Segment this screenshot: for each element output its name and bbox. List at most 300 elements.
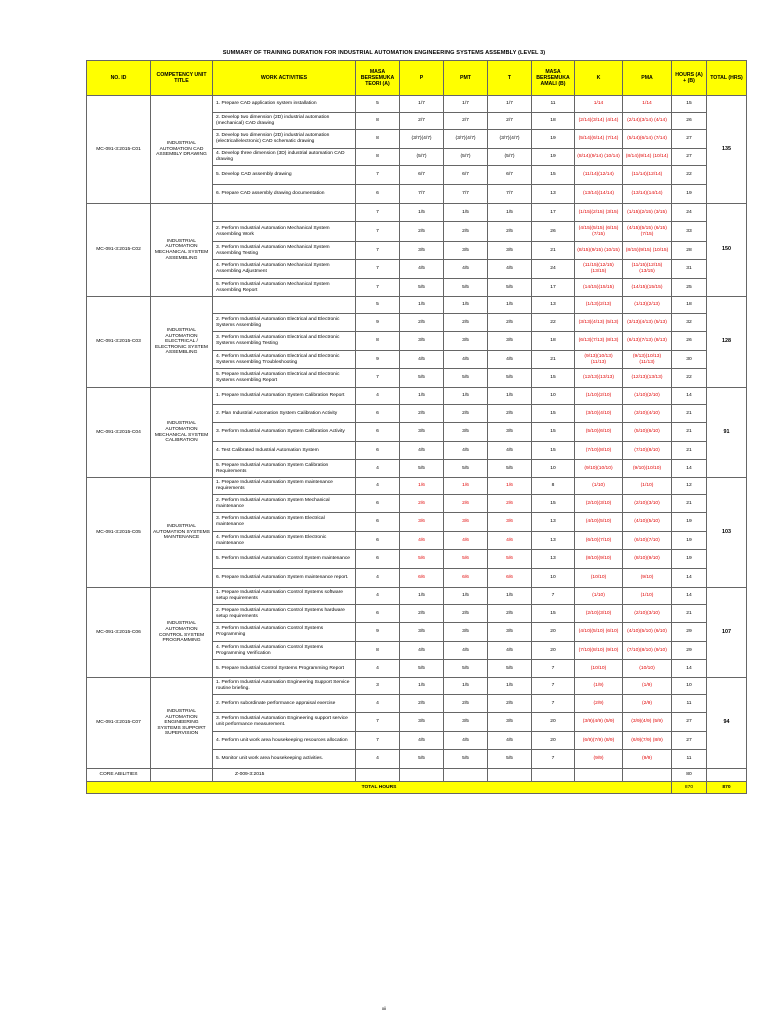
cell-k: (2/9) — [575, 695, 623, 713]
cell-k: (9/9) — [575, 750, 623, 769]
table-row — [87, 96, 747, 113]
document-title: SUMMARY OF TRAINING DURATION FOR INDUSTRIAL AUTOMATION ENGINEERING SYSTEMS ASSEMBLY (LEVEL 3) — [222, 50, 546, 56]
unit-id: MC-091-3:2015-C06 — [87, 588, 151, 678]
header-p: P — [400, 61, 444, 96]
work-activity: 2. Perform Industrial Automation Mechanical System Assembling Work — [213, 222, 356, 242]
cell-a: 3 — [356, 678, 400, 695]
cell-p: 2/5 — [400, 314, 444, 332]
cell-p: 4/5 — [400, 442, 444, 460]
cell-h: 19 — [672, 532, 707, 550]
cell-k: (11/15)(12/15) (13/15) — [575, 260, 623, 279]
cell-pmt: 3/6 — [444, 513, 488, 532]
cell-h: 30 — [672, 351, 707, 369]
work-activity: 1. Prepare CAD application system installation — [213, 96, 356, 113]
work-activity: 3. Perform Industrial Automation Control Systems Programming — [213, 623, 356, 642]
cell-a: 6 — [356, 495, 400, 513]
cell-pma: (3/10)(4/10) — [623, 405, 672, 423]
cell-b: 11 — [532, 96, 575, 113]
cell-k: (8/10)(9/10) — [575, 550, 623, 569]
unit-title: INDUSTRIAL AUTOMATION ENGINEERING SYSTEMS SUPPORT SUPERVISION — [151, 678, 213, 769]
cell-p: 5/5 — [400, 460, 444, 478]
cell-k: (4/10)(5/10) — [575, 513, 623, 532]
cell-h: 29 — [672, 642, 707, 660]
cell-b: 20 — [532, 732, 575, 750]
cell-t: 1/6 — [488, 478, 532, 495]
cell-a: 8 — [356, 149, 400, 166]
cell-a: 6 — [356, 605, 400, 623]
cell-a: 7 — [356, 222, 400, 242]
cell-pmt: 1/7 — [444, 96, 488, 113]
cell-a: 7 — [356, 166, 400, 185]
cell-t: 2/5 — [488, 222, 532, 242]
cell-k: (5/14)(6/14) (7/14) — [575, 130, 623, 149]
cell-t: 6/7 — [488, 166, 532, 185]
cell-a: 8 — [356, 642, 400, 660]
cell-k: (1/15)(2/15) (3/15) — [575, 204, 623, 222]
cell-b: 18 — [532, 332, 575, 351]
cell-p: 6/6 — [400, 569, 444, 588]
header-pmt: PMT — [444, 61, 488, 96]
total-hours-row — [87, 782, 747, 794]
cell-b: 20 — [532, 642, 575, 660]
unit-total: 103 — [707, 478, 747, 588]
cell-pma: (7/10)(8/10) (9/10) — [623, 642, 672, 660]
cell-t: 7/7 — [488, 185, 532, 204]
cell-p: (5/7) — [400, 149, 444, 166]
cell-p: 1/6 — [400, 478, 444, 495]
cell-pma: (2/10)(3/10) — [623, 605, 672, 623]
unit-total: 107 — [707, 588, 747, 678]
cell-t: 4/5 — [488, 732, 532, 750]
cell-t: 2/6 — [488, 495, 532, 513]
cell-pma: (11/15)(12/15) (13/15) — [623, 260, 672, 279]
header-hours: HOURS (A) + (B) — [672, 61, 707, 96]
cell-pmt: 5/5 — [444, 660, 488, 678]
cell-h: 14 — [672, 660, 707, 678]
cell-a: 4 — [356, 388, 400, 405]
cell-b: 7 — [532, 588, 575, 605]
cell-h: 29 — [672, 623, 707, 642]
cell-pmt: 1/5 — [444, 388, 488, 405]
cell-pma: (4/15)(5/15) (6/15)(7/15) — [623, 222, 672, 242]
cell-h: 25 — [672, 279, 707, 297]
cell-h: 26 — [672, 332, 707, 351]
cell-t: 3/5 — [488, 242, 532, 260]
cell-p: 4/6 — [400, 532, 444, 550]
cell-b: 15 — [532, 166, 575, 185]
cell-pmt: 6/6 — [444, 569, 488, 588]
cell-t: 3/5 — [488, 623, 532, 642]
cell-h: 31 — [672, 260, 707, 279]
work-activity: 2. Develop two dimension (2D) industrial automation (mechanical) CAD drawing — [213, 113, 356, 130]
cell-a: 6 — [356, 442, 400, 460]
unit-id: MC-091-3:2015-C03 — [87, 297, 151, 388]
work-activity: 6. Prepare CAD assembly drawing documentation — [213, 185, 356, 204]
table-row — [87, 388, 747, 405]
cell-h: 26 — [672, 113, 707, 130]
cell-pma: (3/9)(4/9) (5/9) — [623, 713, 672, 732]
cell-h: 11 — [672, 750, 707, 769]
work-activity: 5. Perform Industrial Automation Control System maintenance — [213, 550, 356, 569]
cell-pma: (2/9) — [623, 695, 672, 713]
cell-h: 28 — [672, 242, 707, 260]
cell-pma: (14/15)(15/15) — [623, 279, 672, 297]
work-activity: 4. Develop three dimension (3D) industrial automation CAD drawing — [213, 149, 356, 166]
cell-h: 21 — [672, 405, 707, 423]
cell-a: 4 — [356, 750, 400, 769]
cell-pmt: 4/5 — [444, 442, 488, 460]
cell-a: 9 — [356, 623, 400, 642]
cell-p: 5/5 — [400, 660, 444, 678]
unit-title: INDUSTRIAL AUTOMATION CAD ASSEMBLY DRAWING — [151, 96, 213, 204]
cell-k: (6/13)(7/13) (8/13) — [575, 332, 623, 351]
unit-title: INDUSTRIAL AUTOMATION SYSTEMS MAINTENANCE — [151, 478, 213, 588]
cell-t: 2/5 — [488, 405, 532, 423]
cell-b: 15 — [532, 405, 575, 423]
cell-a: 7 — [356, 242, 400, 260]
cell-k: (11/14)(12/14) — [575, 166, 623, 185]
cell-pmt: 5/5 — [444, 369, 488, 388]
cell-p: 1/5 — [400, 388, 444, 405]
cell-a: 8 — [356, 113, 400, 130]
cell-t: 5/5 — [488, 460, 532, 478]
cell-pma: (2/14)(3/14) (4/14) — [623, 113, 672, 130]
cell-b: 13 — [532, 532, 575, 550]
cell-a: 4 — [356, 569, 400, 588]
core-abilities-label: CORE ABILITIES — [87, 769, 151, 782]
cell-pma: (9/10) — [623, 569, 672, 588]
cell-h: 12 — [672, 478, 707, 495]
cell-pma: (1/13)(2/13) — [623, 297, 672, 314]
cell-k: (13/14)(14/14) — [575, 185, 623, 204]
cell-h: 11 — [672, 695, 707, 713]
cell-b: 13 — [532, 550, 575, 569]
cell-b: 13 — [532, 297, 575, 314]
empty-cell — [488, 769, 532, 782]
cell-a: 6 — [356, 532, 400, 550]
header-total: TOTAL (HRS) — [707, 61, 747, 96]
cell-t: 1/5 — [488, 588, 532, 605]
cell-k: (3/10)(4/10) — [575, 405, 623, 423]
header-k: K — [575, 61, 623, 96]
cell-p: 2/6 — [400, 495, 444, 513]
cell-pma: (9/9) — [623, 750, 672, 769]
empty-cell — [400, 769, 444, 782]
cell-p: 4/5 — [400, 351, 444, 369]
cell-h: 21 — [672, 423, 707, 442]
cell-pmt: 2/5 — [444, 695, 488, 713]
cell-a: 4 — [356, 660, 400, 678]
cell-pma: (12/13)(13/13) — [623, 369, 672, 388]
cell-p: 5/5 — [400, 279, 444, 297]
cell-a: 6 — [356, 185, 400, 204]
unit-id: MC-091-3:2015-C05 — [87, 478, 151, 588]
header-t: T — [488, 61, 532, 96]
unit-id: MC-091-3:2015-C07 — [87, 678, 151, 769]
empty-cell — [575, 769, 623, 782]
cell-pma: (1/10) — [623, 478, 672, 495]
table-row — [87, 204, 747, 222]
work-activity: 4. Perform Industrial Automation Electrical and Electronic Systems Assembling Troubleshooting — [213, 351, 356, 369]
cell-a: 8 — [356, 130, 400, 149]
cell-p: 1/7 — [400, 96, 444, 113]
cell-p: 1/5 — [400, 588, 444, 605]
work-activity — [213, 204, 356, 222]
cell-k: (5/10)(6/10) — [575, 423, 623, 442]
empty-cell — [707, 769, 747, 782]
cell-p: 5/5 — [400, 750, 444, 769]
work-activity: 2. Perform Industrial Automation System Mechanical maintenance — [213, 495, 356, 513]
cell-b: 7 — [532, 678, 575, 695]
cell-pma: 1/14 — [623, 96, 672, 113]
work-activity: 5. Prepare Industrial Control Systems Programming Report — [213, 660, 356, 678]
cell-p: 3/5 — [400, 332, 444, 351]
cell-p: 4/5 — [400, 642, 444, 660]
cell-k: (3/13)(4/13) (5/13) — [575, 314, 623, 332]
cell-t: 4/5 — [488, 442, 532, 460]
cell-t: 4/6 — [488, 532, 532, 550]
cell-h: 14 — [672, 569, 707, 588]
cell-a: 6 — [356, 423, 400, 442]
work-activity: 3. Perform Industrial Automation System Electrical maintenance — [213, 513, 356, 532]
cell-k: (3/9)(4/9) (5/9) — [575, 713, 623, 732]
work-activity: 5. Monitor unit work area housekeeping activities. — [213, 750, 356, 769]
cell-p: 3/5 — [400, 623, 444, 642]
cell-pmt: 1/5 — [444, 297, 488, 314]
cell-t: 3/6 — [488, 513, 532, 532]
cell-h: 14 — [672, 588, 707, 605]
cell-b: 21 — [532, 242, 575, 260]
cell-pma: (7/10)(8/10) — [623, 442, 672, 460]
cell-pma: (4/10)(5/10) — [623, 513, 672, 532]
work-activity: 4. Test Calibrated Industrial Automation System — [213, 442, 356, 460]
header-cu-title: COMPETENCY UNIT TITLE — [151, 61, 213, 96]
core-abilities-code: Z-009-3:2015 — [213, 769, 356, 782]
cell-pmt: 2/6 — [444, 495, 488, 513]
total-hours-label: TOTAL HOURS — [87, 782, 672, 794]
cell-b: 20 — [532, 713, 575, 732]
cell-b: 7 — [532, 660, 575, 678]
cell-k: (9/13)(10/13) (11/13) — [575, 351, 623, 369]
cell-h: 24 — [672, 204, 707, 222]
cell-pmt: 4/6 — [444, 532, 488, 550]
header-work-activities: WORK ACTIVITIES — [213, 61, 356, 96]
cell-pma: (11/14)(12/14) — [623, 166, 672, 185]
cell-b: 15 — [532, 442, 575, 460]
empty-cell — [532, 769, 575, 782]
cell-k: (2/10)(3/10) — [575, 495, 623, 513]
cell-t: 2/5 — [488, 605, 532, 623]
cell-pma: (1/10)(2/10) — [623, 388, 672, 405]
cell-a: 4 — [356, 478, 400, 495]
cell-p: 1/5 — [400, 297, 444, 314]
cell-a: 7 — [356, 713, 400, 732]
header-no-id: NO. ID — [87, 61, 151, 96]
cell-a: 9 — [356, 351, 400, 369]
cell-p: 2/7 — [400, 113, 444, 130]
cell-t: 5/5 — [488, 279, 532, 297]
cell-pma: (6/10)(7/10) — [623, 532, 672, 550]
cell-h: 22 — [672, 166, 707, 185]
cell-p: 3/5 — [400, 242, 444, 260]
cell-t: 1/5 — [488, 204, 532, 222]
cell-b: 7 — [532, 695, 575, 713]
cell-b: 7 — [532, 750, 575, 769]
cell-t: 2/5 — [488, 695, 532, 713]
empty-cell — [444, 769, 488, 782]
cell-h: 18 — [672, 297, 707, 314]
cell-pma: (9/13)(10/13) (11/13) — [623, 351, 672, 369]
cell-t: 1/7 — [488, 96, 532, 113]
cell-k: (2/10)(3/10) — [575, 605, 623, 623]
cell-pma: (1/15)(2/15) (3/15) — [623, 204, 672, 222]
cell-p: 6/7 — [400, 166, 444, 185]
cell-pma: (5/14)(6/14) (7/14) — [623, 130, 672, 149]
cell-pmt: 1/5 — [444, 678, 488, 695]
cell-b: 13 — [532, 513, 575, 532]
unit-total: 128 — [707, 297, 747, 388]
cell-b: 19 — [532, 149, 575, 166]
cell-pmt: 4/5 — [444, 351, 488, 369]
cell-a: 5 — [356, 96, 400, 113]
cell-b: 22 — [532, 314, 575, 332]
cell-a: 7 — [356, 204, 400, 222]
cell-h: 19 — [672, 185, 707, 204]
cell-h: 19 — [672, 513, 707, 532]
cell-pmt: 5/6 — [444, 550, 488, 569]
unit-title: INDUSTRIAL AUTOMATION MECHANICAL SYSTEM CALIBRATION — [151, 388, 213, 478]
cell-b: 15 — [532, 369, 575, 388]
work-activity: 2. Plan Industrial Automation System Calibration Activity — [213, 405, 356, 423]
work-activity: 2. Perform Industrial Automation Electrical and Electronic Systems Assembling — [213, 314, 356, 332]
cell-pmt: 4/5 — [444, 260, 488, 279]
cell-b: 15 — [532, 495, 575, 513]
cell-a: 9 — [356, 314, 400, 332]
cell-p: 2/5 — [400, 605, 444, 623]
cell-k: (4/10)(5/10) (6/10) — [575, 623, 623, 642]
unit-title: INDUSTRIAL AUTOMATION CONTROL SYSTEM PROGRAMMING — [151, 588, 213, 678]
cell-pmt: 1/5 — [444, 204, 488, 222]
header-pma: PMA — [623, 61, 672, 96]
cell-t: 5/5 — [488, 369, 532, 388]
cell-b: 26 — [532, 222, 575, 242]
cell-p: 2/5 — [400, 222, 444, 242]
work-activity: 6. Prepare Industrial Automation System maintenance report. — [213, 569, 356, 588]
cell-b: 15 — [532, 605, 575, 623]
work-activity — [213, 297, 356, 314]
cell-p: 2/5 — [400, 695, 444, 713]
cell-a: 6 — [356, 405, 400, 423]
cell-a: 6 — [356, 550, 400, 569]
cell-h: 33 — [672, 222, 707, 242]
empty-cell — [356, 769, 400, 782]
work-activity: 1. Prepare Industrial Automation System Calibration Report — [213, 388, 356, 405]
cell-a: 6 — [356, 513, 400, 532]
cell-pmt: 2/7 — [444, 113, 488, 130]
cell-pma: (5/10)(6/10) — [623, 423, 672, 442]
cell-pmt: 3/5 — [444, 423, 488, 442]
work-activity: 1. Prepare Industrial Automation System maintenance requirements — [213, 478, 356, 495]
cell-t: 3/5 — [488, 332, 532, 351]
work-activity: 5. Prepare Industrial Automation Electrical and Electronic Systems Assembling Report — [213, 369, 356, 388]
work-activity: 5. Perform Industrial Automation Mechanical System Assembling Report — [213, 279, 356, 297]
cell-t: 2/7 — [488, 113, 532, 130]
table-row — [87, 297, 747, 314]
cell-a: 7 — [356, 369, 400, 388]
cell-h: 14 — [672, 460, 707, 478]
cell-t: (5/7) — [488, 149, 532, 166]
work-activity: 3. Perform Industrial Automation Electrical and Electronic Systems Assembling Testing — [213, 332, 356, 351]
core-abilities-title-cell — [151, 769, 213, 782]
cell-pmt: 5/5 — [444, 750, 488, 769]
unit-total: 135 — [707, 96, 747, 204]
cell-a: 5 — [356, 297, 400, 314]
cell-k: (12/13)(13/13) — [575, 369, 623, 388]
cell-pmt: 2/5 — [444, 605, 488, 623]
cell-k: (1/13)(2/13) — [575, 297, 623, 314]
table-row — [87, 478, 747, 495]
cell-k: (6/9)(7/9) (8/9) — [575, 732, 623, 750]
cell-k: (1/9) — [575, 678, 623, 695]
cell-k: (1/10) — [575, 478, 623, 495]
cell-b: 20 — [532, 623, 575, 642]
cell-pmt: 3/5 — [444, 242, 488, 260]
cell-pma: (9/10)(10/10) — [623, 460, 672, 478]
cell-h: 27 — [672, 732, 707, 750]
cell-b: 18 — [532, 113, 575, 130]
work-activity: 2. Perform subordinate performance appraisal exercise — [213, 695, 356, 713]
grand-total-value: 870 — [707, 782, 747, 794]
work-activity: 5. Prepare Industrial Automation System Calibration Requirements — [213, 460, 356, 478]
cell-pmt: 5/5 — [444, 460, 488, 478]
cell-pmt: 2/5 — [444, 314, 488, 332]
cell-k: 1/14 — [575, 96, 623, 113]
cell-p: 5/5 — [400, 369, 444, 388]
table-row — [87, 588, 747, 605]
work-activity: 3. Perform Industrial Automation System Calibration Activity — [213, 423, 356, 442]
cell-a: 4 — [356, 588, 400, 605]
work-activity: 3. Perform Industrial Automation Engineering support service unit performance measurement. — [213, 713, 356, 732]
table-row — [87, 678, 747, 695]
cell-k: (4/15)(5/15) (6/15)(7/15) — [575, 222, 623, 242]
work-activity: 4. Perform Industrial Automation System Electronic maintenance — [213, 532, 356, 550]
cell-pmt: 4/5 — [444, 642, 488, 660]
core-abilities-row — [87, 769, 747, 782]
cell-b: 21 — [532, 351, 575, 369]
cell-pmt: (3/7)(4/7) — [444, 130, 488, 149]
cell-p: 3/6 — [400, 513, 444, 532]
work-activity: 5. Develop CAD assembly drawing — [213, 166, 356, 185]
cell-a: 4 — [356, 695, 400, 713]
cell-p: 2/5 — [400, 405, 444, 423]
cell-p: 1/5 — [400, 204, 444, 222]
cell-k: (7/10)(8/10) (9/10) — [575, 642, 623, 660]
cell-t: 5/5 — [488, 750, 532, 769]
cell-k: (8/15)(9/15) (10/15) — [575, 242, 623, 260]
cell-t: 4/5 — [488, 260, 532, 279]
work-activity: 2. Prepare Industrial Automation Control Systems hardware setup requirements — [213, 605, 356, 623]
cell-pma: (6/13)(7/13) (8/13) — [623, 332, 672, 351]
cell-pmt: 3/5 — [444, 623, 488, 642]
cell-a: 4 — [356, 460, 400, 478]
work-activity: 4. Perform unit work area housekeeping resources allocation — [213, 732, 356, 750]
cell-k: (9/10)(10/10) — [575, 460, 623, 478]
work-activity: 3. Perform Industrial Automation Mechanical System Assembling Testing — [213, 242, 356, 260]
unit-id: MC-091-3:2015-C01 — [87, 96, 151, 204]
cell-k: (1/10) — [575, 588, 623, 605]
cell-h: 21 — [672, 605, 707, 623]
cell-p: 5/6 — [400, 550, 444, 569]
